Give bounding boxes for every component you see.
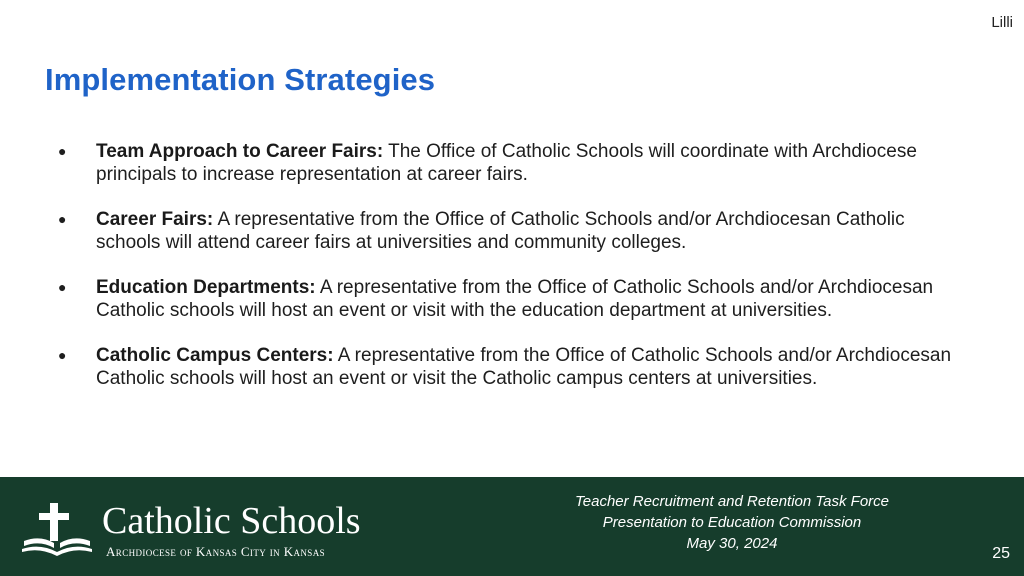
presentation-line: Presentation to Education Commission [602,514,862,531]
strategy-text: A representative from the Office of Catholic Schools and/or Archdiocesan Catholic schools will host an event or visit the Catholic campus centers at universities. [96,345,952,389]
strategy-item-education-departments [58,276,958,322]
strategy-text: A representative from the Office of Catholic Schools and/or Archdiocesan Catholic schools will attend career fairs at universities and community colleges. [96,209,905,253]
strategy-item-career-fairs [58,208,958,254]
strategy-heading: Team Approach to Career Fairs: [96,141,384,162]
strategy-list [58,140,958,412]
strategy-heading: Education Departments: [96,277,316,298]
author-label: Lilli [991,14,1013,31]
presentation-date: May 30, 2024 [686,535,778,552]
presentation-info [532,491,932,554]
presentation-line: Teacher Recruitment and Retention Task Force [574,493,890,510]
strategy-item-campus-centers [58,344,958,390]
strategy-item-career-fair-team [58,140,958,186]
page-number: 25 [992,545,1010,562]
footer-bar [0,477,1024,576]
strategy-text: The Office of Catholic Schools will coordinate with Archdiocese principals to increase representation at career fairs. [96,141,917,185]
logo-subtitle: Archdiocese of Kansas City in Kansas [106,544,326,559]
strategy-heading: Catholic Campus Centers: [96,345,334,366]
slide-title: Implementation Strategies [45,62,436,97]
strategy-text: A representative from the Office of Catholic Schools and/or Archdiocesan Catholic schools will host an event or visit with the education department at universities. [96,277,934,321]
strategy-heading: Career Fairs: [96,209,214,230]
logo-name: Catholic Schools [102,500,361,542]
cross-over-open-book-icon [20,503,94,557]
